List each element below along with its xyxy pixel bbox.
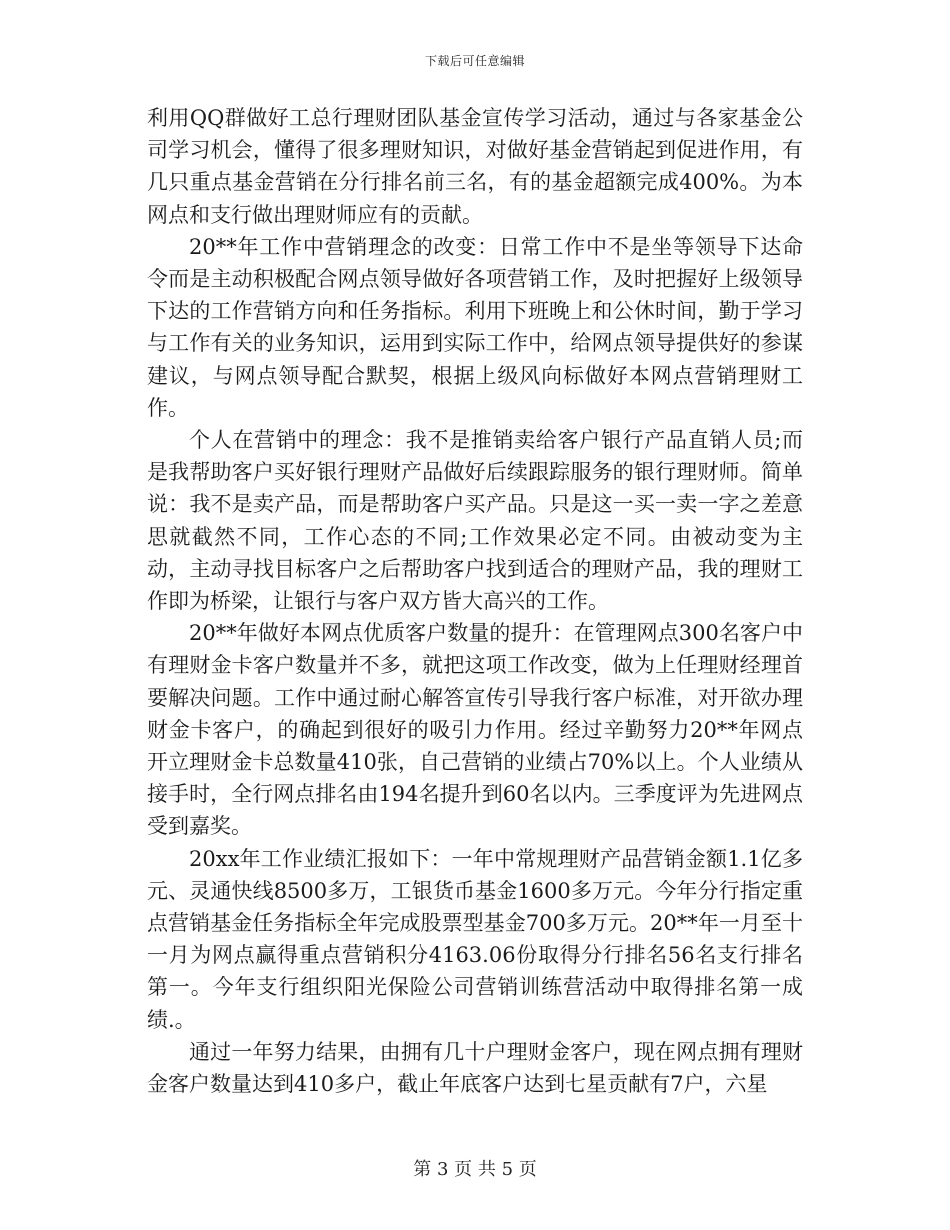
- document-body: [147, 102, 803, 1100]
- page-header-note: 下载后可任意编辑: [424, 54, 525, 68]
- paragraph-1: 利用QQ群做好工总行理财团队基金宣传学习活动，通过与各家基金公司学习机会，懂得了很多理财知识，对做好基金营销起到促进作用，有几只重点基金营销在分行排名前三名，有的基金超额完成400%。为本网点和支行做出理财师应有的贡献。: [147, 106, 803, 227]
- paragraph-6: 通过一年努力结果，由拥有几十户理财金客户，现在网点拥有理财金客户数量达到410多户，截止年底客户达到七星贡献有7户，六星: [147, 1039, 803, 1097]
- paragraph-3: 个人在营销中的理念：我不是推销卖给客户银行产品直销人员;而是我帮助客户买好银行理财产品做好后续跟踪服务的银行理财师。简单说：我不是卖产品，而是帮助客户买产品。只是这一买一卖一字之差意思就截然不同，工作心态的不同;工作效果必定不同。由被动变为主动，主动寻找目标客户之后帮助客户找到适合的理财产品，我的理财工作即为桥梁，让银行与客户双方皆大高兴的工作。: [147, 428, 803, 614]
- page-number-footer: 第 3 页 共 5 页: [413, 1159, 537, 1180]
- paragraph-5: 20xx年工作业绩汇报如下：一年中常规理财产品营销金额1.1亿多元、灵通快线8500多万，工银货币基金1600多万元。今年分行指定重点营销基金任务指标全年完成股票型基金700多万元。20**年一月至十一月为网点赢得重点营销积分4163.06份取得分行排名56名支行排名第一。今年支行组织阳光保险公司营销训练营活动中取得排名第一成绩.。: [147, 846, 803, 1032]
- paragraph-4: 20**年做好本网点优质客户数量的提升：在管理网点300名客户中有理财金卡客户数量并不多，就把这项工作改变，做为上任理财经理首要解决问题。工作中通过耐心解答宣传引导我行客户标准，对开欲办理财金卡客户，的确起到很好的吸引力作用。经过辛勤努力20**年网点开立理财金卡总数量410张，自己营销的业绩占70%以上。个人业绩从接手时，全行网点排名由194名提升到60名以内。三季度评为先进网点受到嘉奖。: [147, 621, 803, 839]
- paragraph-2: 20**年工作中营销理念的改变：日常工作中不是坐等领导下达命令而是主动积极配合网点领导做好各项营销工作，及时把握好上级领导下达的工作营销方向和任务指标。利用下班晚上和公休时间，勤于学习与工作有关的业务知识，运用到实际工作中，给网点领导提供好的参谋建议，与网点领导配合默契，根据上级风向标做好本网点营销理财工作。: [147, 234, 803, 420]
